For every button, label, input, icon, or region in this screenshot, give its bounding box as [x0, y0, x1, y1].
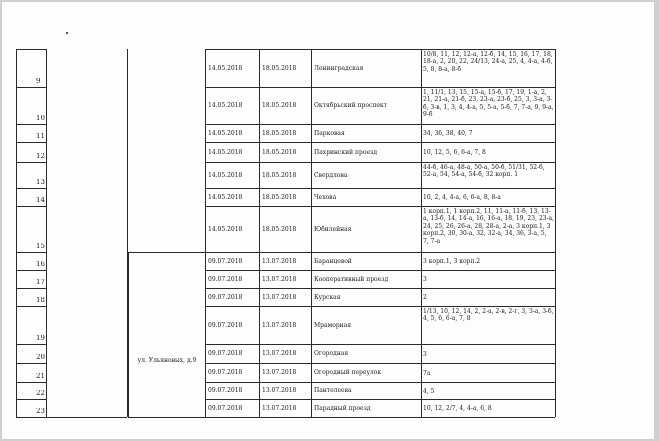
- grid-line-horizontal: [16, 49, 46, 50]
- grid-line-horizontal: [16, 124, 46, 125]
- grid-line-horizontal: [16, 399, 46, 400]
- grid-line-vertical: [16, 49, 17, 417]
- start-date-cell: 14.05.2018: [208, 148, 243, 156]
- grid-line-horizontal: [16, 382, 46, 383]
- house-numbers-cell: 7а: [423, 369, 431, 377]
- row-number: 19: [36, 335, 45, 342]
- start-date-cell: 09.07.2018: [208, 293, 243, 301]
- end-date-cell: 18.05.2018: [262, 225, 297, 233]
- end-date-cell: 13.07.2018: [262, 257, 297, 265]
- street-cell: Огородный переулок: [314, 369, 382, 377]
- house-numbers-cell: 10, 12, 5, 6, 6-а, 7, 8: [423, 149, 486, 157]
- house-numbers-cell: 10, 2, 4, 4-а, 6, 6-а, 8, 8-а: [423, 194, 501, 202]
- start-date-cell: 14.05.2018: [208, 102, 243, 110]
- grid-line-vertical: [555, 49, 556, 417]
- grid-line-horizontal: [46, 417, 127, 418]
- street-cell: Октябрьский проспект: [314, 102, 387, 110]
- row-number: 14: [36, 197, 45, 204]
- grid-line-horizontal: [16, 270, 46, 271]
- start-date-cell: 14.05.2018: [208, 64, 243, 72]
- end-date-cell: 18.05.2018: [262, 129, 297, 137]
- end-date-cell: 18.05.2018: [262, 171, 297, 179]
- street-cell: Курская: [314, 293, 341, 301]
- scan-speck: [66, 32, 68, 34]
- grid-line-horizontal: [16, 87, 46, 88]
- row-number: 18: [36, 297, 45, 304]
- end-date-cell: 13.07.2018: [262, 350, 297, 358]
- start-date-cell: 09.07.2018: [208, 387, 243, 395]
- row-number: 11: [36, 133, 45, 140]
- end-date-cell: 13.07.2018: [262, 275, 297, 283]
- row-number: 10: [36, 115, 45, 122]
- start-date-cell: 14.05.2018: [208, 193, 243, 201]
- grid-line-horizontal: [16, 206, 46, 207]
- street-cell: Ленинградская: [314, 64, 364, 72]
- end-date-cell: 18.05.2018: [262, 64, 297, 72]
- street-cell: Парковая: [314, 129, 345, 137]
- end-date-cell: 18.05.2018: [262, 148, 297, 156]
- end-date-cell: 13.07.2018: [262, 369, 297, 377]
- end-date-cell: 18.05.2018: [262, 102, 297, 110]
- end-date-cell: 13.07.2018: [262, 404, 297, 412]
- grid-line-vertical: [205, 49, 206, 417]
- row-number: 15: [36, 243, 45, 250]
- row-number: 20: [36, 354, 45, 361]
- house-numbers-cell: 34, 36, 38, 40, 7: [423, 130, 473, 138]
- start-date-cell: 09.07.2018: [208, 275, 243, 283]
- end-date-cell: 13.07.2018: [262, 293, 297, 301]
- street-cell: Юбилейная: [314, 225, 352, 233]
- house-numbers-cell: 1, 11/1, 13, 15, 15-а, 15-б, 17, 19, 1-а, 2, 21, 21-а, 21-б, 23, 23-а, 23-б, 25, 3, 3-а, 3-б, 3-в, 1, 3, 4, 4-а, 5, 5-а, 5-б, 7, 7-а, 9, 9-а, 9-б: [423, 89, 554, 119]
- start-date-cell: 14.05.2018: [208, 171, 243, 179]
- grid-line-horizontal: [16, 363, 46, 364]
- house-numbers-cell: 3 корп.1, 3 корп.2: [423, 258, 481, 266]
- row-number: 22: [36, 390, 45, 397]
- house-numbers-cell: 1 корп.1, 1 корп.2, 11, 11-а, 11-б, 13, 13-а, 13-б, 14, 14-а, 16, 16-а, 18, 19, 23, 23-а, 24, 25, 26, 26-а, 28, 28-а, 2-а, 3 корп.1, 3 корп.2, 30, 30-а, 32, 32-а, 34, 36, 3-а, 5, 7, 7-а: [423, 208, 554, 245]
- row-number: 17: [36, 279, 45, 286]
- grid-line-vertical: [311, 49, 312, 417]
- house-numbers-cell: 10, 12, 2/7, 4, 4-а, 6, 8: [423, 405, 492, 413]
- grid-line-horizontal: [16, 417, 46, 418]
- house-numbers-cell: 10/8, 11, 12, 12-а, 12-б, 14, 15, 16, 17, 18, 18-а, 2, 20, 22, 24/13, 24-а, 25, 4, 4-а, 4-б, 5, 8, 8-а, 8-б: [423, 51, 553, 73]
- street-cell: Парадный проезд: [314, 404, 371, 412]
- grid-line-horizontal: [128, 252, 205, 253]
- grid-line-horizontal: [16, 162, 46, 163]
- start-date-cell: 14.05.2018: [208, 225, 243, 233]
- grid-line-horizontal: [16, 188, 46, 189]
- merged-address-cell: ул. Ульяновых, д.9: [137, 357, 197, 365]
- start-date-cell: 09.07.2018: [208, 321, 243, 329]
- street-cell: Огородная: [314, 350, 349, 358]
- house-numbers-cell: 1/13, 10, 12, 14, 2, 2-а, 2-в, 2-г, 3, 3-а, 3-б, 4, 5, 6, 6-а, 7, 8: [423, 308, 554, 323]
- end-date-cell: 13.07.2018: [262, 387, 297, 395]
- grid-line-horizontal: [16, 288, 46, 289]
- house-numbers-cell: 4, 5: [423, 387, 435, 395]
- grid-line-vertical: [46, 49, 47, 417]
- street-cell: Кооперативный проезд: [314, 275, 389, 283]
- street-cell: Свердлова: [314, 171, 348, 179]
- row-number: 16: [36, 261, 45, 268]
- grid-line-horizontal: [16, 344, 46, 345]
- grid-line-vertical: [421, 49, 422, 417]
- street-cell: Пантелеева: [314, 387, 352, 395]
- end-date-cell: 18.05.2018: [262, 193, 297, 201]
- street-cell: Мраморная: [314, 321, 352, 329]
- start-date-cell: 09.07.2018: [208, 350, 243, 358]
- start-date-cell: 09.07.2018: [208, 257, 243, 265]
- house-numbers-cell: 3: [423, 350, 427, 358]
- house-numbers-cell: 44-б, 46-а, 48-а, 50-а, 50-б, 51/31, 52-б, 52-а, 54, 54-а, 54-б, 32 корп. 1: [423, 164, 545, 179]
- house-numbers-cell: 2: [423, 294, 427, 302]
- row-number: 9: [36, 78, 41, 85]
- start-date-cell: 14.05.2018: [208, 129, 243, 137]
- street-cell: Чехова: [314, 193, 337, 201]
- row-number: 23: [36, 408, 45, 415]
- grid-line-horizontal: [128, 417, 205, 418]
- row-number: 21: [36, 373, 45, 380]
- grid-line-horizontal: [16, 306, 46, 307]
- grid-line-horizontal: [16, 252, 46, 253]
- house-numbers-cell: 3: [423, 276, 427, 284]
- grid-line-vertical: [259, 49, 260, 417]
- end-date-cell: 13.07.2018: [262, 321, 297, 329]
- start-date-cell: 09.07.2018: [208, 404, 243, 412]
- start-date-cell: 09.07.2018: [208, 369, 243, 377]
- grid-line-horizontal: [205, 417, 555, 418]
- street-cell: Пахринский проезд: [314, 148, 378, 156]
- grid-line-vertical: [128, 252, 129, 417]
- document-page: [2, 2, 654, 439]
- street-cell: Баранцевой: [314, 257, 352, 265]
- row-number: 12: [36, 153, 45, 160]
- grid-line-horizontal: [16, 142, 46, 143]
- row-number: 13: [36, 179, 45, 186]
